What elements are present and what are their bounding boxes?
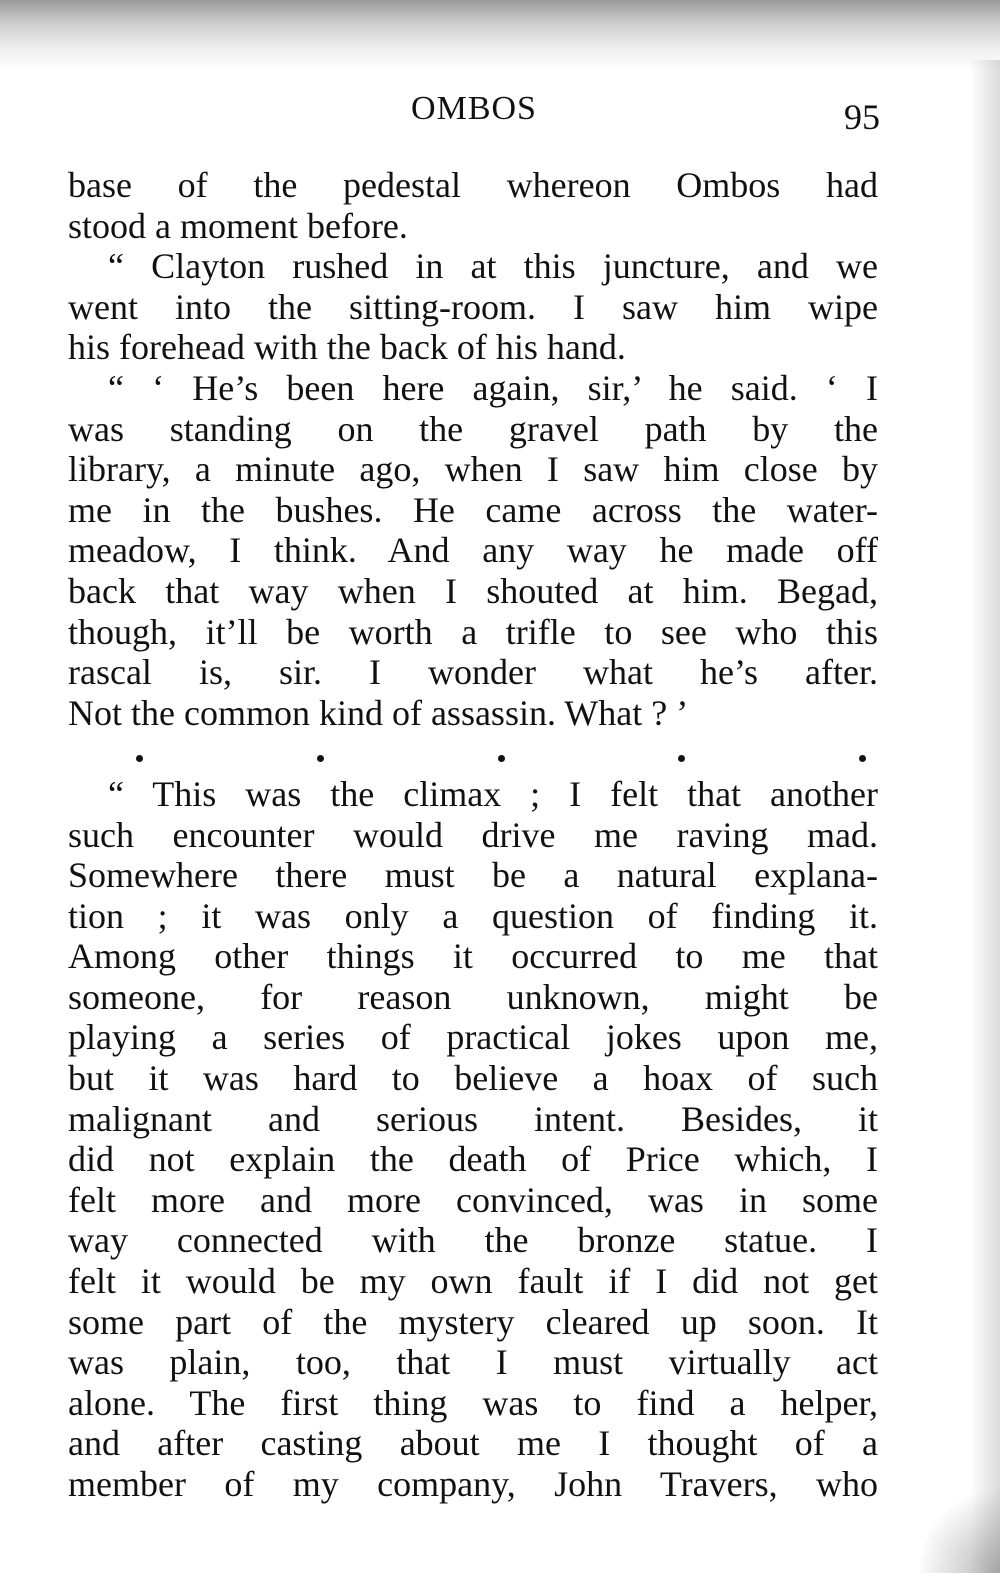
text-line: meadow, I think. And any way he made off <box>68 530 878 571</box>
page-number: 95 <box>844 97 880 137</box>
text-line: Among other things it occurred to me that <box>68 936 878 977</box>
page-edge-wear <box>0 0 1000 70</box>
text-line: “ ‘ He’s been here again, sir,’ he said. ‘ I <box>108 367 878 408</box>
text-line: playing a series of practical jokes upon me, <box>68 1017 878 1058</box>
text-line: rascal is, sir. I wonder what he’s after. <box>68 652 878 693</box>
text-line: “ Clayton rushed in at this juncture, and we <box>108 246 878 287</box>
text-line: Somewhere there must be a natural explana- <box>68 855 878 896</box>
text-line: went into the sitting-room. I saw him wipe <box>68 286 878 327</box>
text-line: someone, for reason unknown, might be <box>68 976 878 1017</box>
text-line: his forehead with the back of his hand. <box>68 327 626 368</box>
text-line: tion ; it was only a question of finding it. <box>68 895 878 936</box>
section-break <box>68 733 878 774</box>
text-line: Not the common kind of assassin. What ? ’ <box>68 692 689 733</box>
text-line: was standing on the gravel path by the <box>68 408 878 449</box>
text-line: malignant and serious intent. Besides, it <box>68 1098 878 1139</box>
text-line: member of my company, John Travers, who <box>68 1464 878 1504</box>
body-text <box>68 165 878 1505</box>
text-line: library, a minute ago, when I saw him close by <box>68 449 878 490</box>
text-line: stood a moment before. <box>68 205 408 246</box>
text-line: was plain, too, that I must virtually act <box>68 1342 878 1383</box>
running-head: OMBOS <box>411 90 537 127</box>
section-break-dot <box>136 755 143 762</box>
text-line: back that way when I shouted at him. Begad, <box>68 570 878 611</box>
text-line: me in the bushes. He came across the water- <box>68 489 878 530</box>
page-header <box>68 80 880 136</box>
text-line: and after casting about me I thought of a <box>68 1423 878 1464</box>
corner-smudge <box>920 1483 1000 1573</box>
section-break-dot <box>678 755 685 762</box>
text-line: base of the pedestal whereon Ombos had <box>68 165 878 205</box>
text-line: alone. The first thing was to find a helper, <box>68 1382 878 1423</box>
text-line: but it was hard to believe a hoax of such <box>68 1058 878 1099</box>
text-line: some part of the mystery cleared up soon. It <box>68 1301 878 1342</box>
text-line: felt more and more convinced, was in some <box>68 1179 878 1220</box>
text-line: though, it’ll be worth a trifle to see who this <box>68 611 878 652</box>
section-break-dot <box>317 755 324 762</box>
text-line: did not explain the death of Price which, I <box>68 1139 878 1180</box>
section-break-dot <box>859 755 866 762</box>
section-break-dot <box>498 755 505 762</box>
text-line: such encounter would drive me raving mad. <box>68 814 878 855</box>
text-line: way connected with the bronze statue. I <box>68 1220 878 1261</box>
text-line: felt it would be my own fault if I did not get <box>68 1261 878 1302</box>
text-line: “ This was the climax ; I felt that another <box>108 773 878 814</box>
page-edge-speckle <box>970 60 1000 1573</box>
